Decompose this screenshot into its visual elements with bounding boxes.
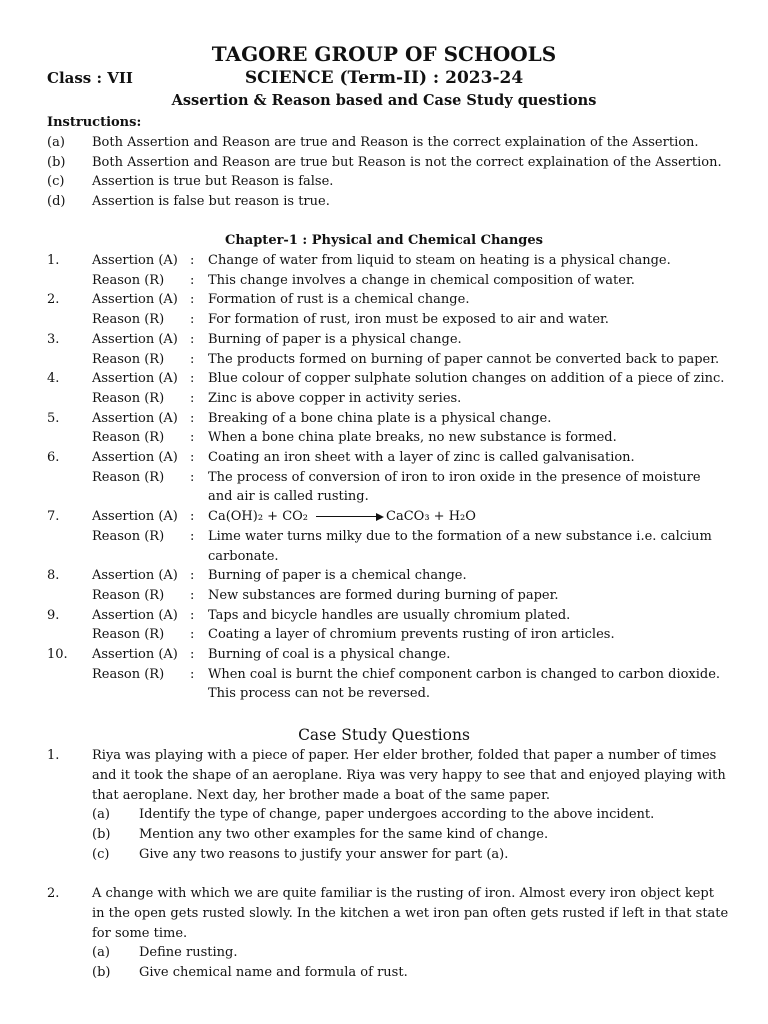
assertion-label: Assertion (A) <box>92 410 178 426</box>
sub-question-text: Give any two reasons to justify your answer for part (a). <box>139 847 509 862</box>
colon: : <box>190 371 195 387</box>
question-number: 7. <box>47 509 60 525</box>
reason-text: When coal is burnt the chief component carbon is changed to carbon dioxide. <box>208 666 721 682</box>
question-number: 10. <box>47 647 68 662</box>
assertion-text: Coating an iron sheet with a layer of zinc is called galvanisation. <box>208 450 635 465</box>
colon: : <box>190 450 195 465</box>
colon: : <box>190 390 195 406</box>
class-label: Class : VII <box>47 69 133 87</box>
instruction-key: (c) <box>47 174 65 189</box>
assertion-text: Breaking of a bone china plate is a physical change. <box>208 410 552 426</box>
assertion-text: Burning of paper is a physical change. <box>208 331 462 347</box>
case-text: and it took the shape of an aeroplane. Riya was very happy to see that and enjoyed playing with <box>92 768 726 783</box>
instruction-key: (b) <box>47 154 66 170</box>
reason-text: The process of conversion of iron to iron oxide in the presence of moisture <box>208 469 701 485</box>
reason-text: Coating a layer of chromium prevents rusting of iron articles. <box>208 627 615 643</box>
school-title: TAGORE GROUP OF SCHOOLS <box>211 42 557 66</box>
assertion-text: Formation of rust is a chemical change. <box>208 292 470 308</box>
colon: : <box>190 627 195 643</box>
reason-text: Lime water turns milky due to the formation of a new substance i.e. calcium <box>208 528 712 544</box>
assertion-label: Assertion (A) <box>92 331 178 347</box>
colon: : <box>190 469 195 485</box>
reason-text: This change involves a change in chemical composition of water. <box>208 272 635 288</box>
assertion-text: Taps and bicycle handles are usually chromium plated. <box>208 607 571 623</box>
case-text: in the open gets rusted slowly. In the kitchen a wet iron pan often gets rusted if left in that state <box>92 906 729 921</box>
case-text: for some time. <box>92 926 188 941</box>
equation-reactants: Ca(OH)₂ + CO₂ <box>208 509 309 525</box>
colon: : <box>190 292 195 308</box>
reason-text: and air is called rusting. <box>208 489 369 505</box>
sub-question-text: Mention any two other examples for the same kind of change. <box>139 827 549 842</box>
assertion-label: Assertion (A) <box>92 450 178 465</box>
case-text: Riya was playing with a piece of paper. Her elder brother, folded that paper a number of times <box>92 748 717 763</box>
question-number: 9. <box>47 607 60 623</box>
reason-label: Reason (R) <box>92 390 165 406</box>
sub-question-text: Give chemical name and formula of rust. <box>139 965 408 980</box>
sub-question-key: (a) <box>92 807 110 822</box>
assertion-text: Change of water from liquid to steam on heating is a physical change. <box>208 253 671 268</box>
assertion-text: Blue colour of copper sulphate solution changes on addition of a piece of zinc. <box>208 371 725 387</box>
case-study-heading: Case Study Questions <box>298 726 470 744</box>
instruction-text: Assertion is true but Reason is false. <box>92 174 334 189</box>
colon: : <box>190 253 195 268</box>
sub-question-key: (b) <box>92 827 111 842</box>
instruction-text: Both Assertion and Reason are true but Reason is not the correct explaination of the Assertion. <box>92 154 722 170</box>
assertion-label: Assertion (A) <box>92 253 178 268</box>
reason-label: Reason (R) <box>92 430 165 446</box>
colon: : <box>190 410 195 426</box>
colon: : <box>190 331 195 347</box>
reason-text: carbonate. <box>208 548 279 564</box>
colon: : <box>190 430 195 446</box>
instructions-heading: Instructions: <box>47 115 142 130</box>
colon: : <box>190 647 195 662</box>
reason-text: For formation of rust, iron must be exposed to air and water. <box>208 312 609 328</box>
reason-text: Zinc is above copper in activity series. <box>208 390 462 406</box>
subject-title: SCIENCE (Term-II) : 2023-24 <box>244 68 524 88</box>
instruction-text: Assertion is false but reason is true. <box>92 193 330 209</box>
reaction-arrow-line <box>316 516 376 517</box>
assertion-equation <box>208 508 476 526</box>
case-number: 2. <box>47 886 60 901</box>
assertion-label: Assertion (A) <box>92 509 178 525</box>
colon: : <box>190 351 195 367</box>
colon: : <box>190 528 195 544</box>
reason-label: Reason (R) <box>92 272 165 288</box>
reason-label: Reason (R) <box>92 312 165 328</box>
instruction-key: (d) <box>47 193 66 209</box>
reason-label: Reason (R) <box>92 528 165 544</box>
reason-text: New substances are formed during burning of paper. <box>208 587 559 603</box>
sub-question-text: Define rusting. <box>139 945 238 960</box>
case-text: that aeroplane. Next day, her brother made a boat of the same paper. <box>92 788 551 803</box>
reason-text: The products formed on burning of paper cannot be converted back to paper. <box>208 351 720 367</box>
assertion-text: Burning of paper is a chemical change. <box>208 568 467 584</box>
equation-products: CaCO₃ + H₂O <box>386 509 476 525</box>
assertion-text: Burning of coal is a physical change. <box>208 647 451 662</box>
colon: : <box>190 607 195 623</box>
sub-question-key: (a) <box>92 945 110 960</box>
question-number: 1. <box>47 253 60 268</box>
case-number: 1. <box>47 748 60 763</box>
sub-question-key: (b) <box>92 965 111 980</box>
assertion-label: Assertion (A) <box>92 607 178 623</box>
colon: : <box>190 272 195 288</box>
colon: : <box>190 509 195 525</box>
assertion-label: Assertion (A) <box>92 371 178 387</box>
question-number: 4. <box>47 371 60 387</box>
question-number: 6. <box>47 450 60 465</box>
reason-label: Reason (R) <box>92 587 165 603</box>
sub-question-text: Identify the type of change, paper undergoes according to the above incident. <box>139 807 655 822</box>
colon: : <box>190 666 195 682</box>
assertion-label: Assertion (A) <box>92 292 178 308</box>
colon: : <box>190 568 195 584</box>
reason-text: This process can not be reversed. <box>208 686 431 702</box>
reason-label: Reason (R) <box>92 666 165 682</box>
question-number: 2. <box>47 292 60 308</box>
assertion-label: Assertion (A) <box>92 568 178 584</box>
instruction-key: (a) <box>47 135 65 150</box>
reason-text: When a bone china plate breaks, no new substance is formed. <box>208 430 617 446</box>
chapter-heading: Chapter-1 : Physical and Chemical Changes <box>225 233 543 248</box>
colon: : <box>190 312 195 328</box>
reason-label: Reason (R) <box>92 351 165 367</box>
question-number: 5. <box>47 410 60 426</box>
reason-label: Reason (R) <box>92 627 165 643</box>
question-number: 8. <box>47 568 60 584</box>
paper-subtitle: Assertion & Reason based and Case Study questions <box>171 92 597 109</box>
arrow-right-icon <box>376 513 384 521</box>
instruction-text: Both Assertion and Reason are true and Reason is the correct explaination of the Assertion. <box>92 135 699 150</box>
reason-label: Reason (R) <box>92 469 165 485</box>
assertion-label: Assertion (A) <box>92 647 178 662</box>
sub-question-key: (c) <box>92 847 110 862</box>
colon: : <box>190 587 195 603</box>
question-number: 3. <box>47 331 60 347</box>
case-text: A change with which we are quite familiar is the rusting of iron. Almost every iron object kept <box>92 886 714 901</box>
